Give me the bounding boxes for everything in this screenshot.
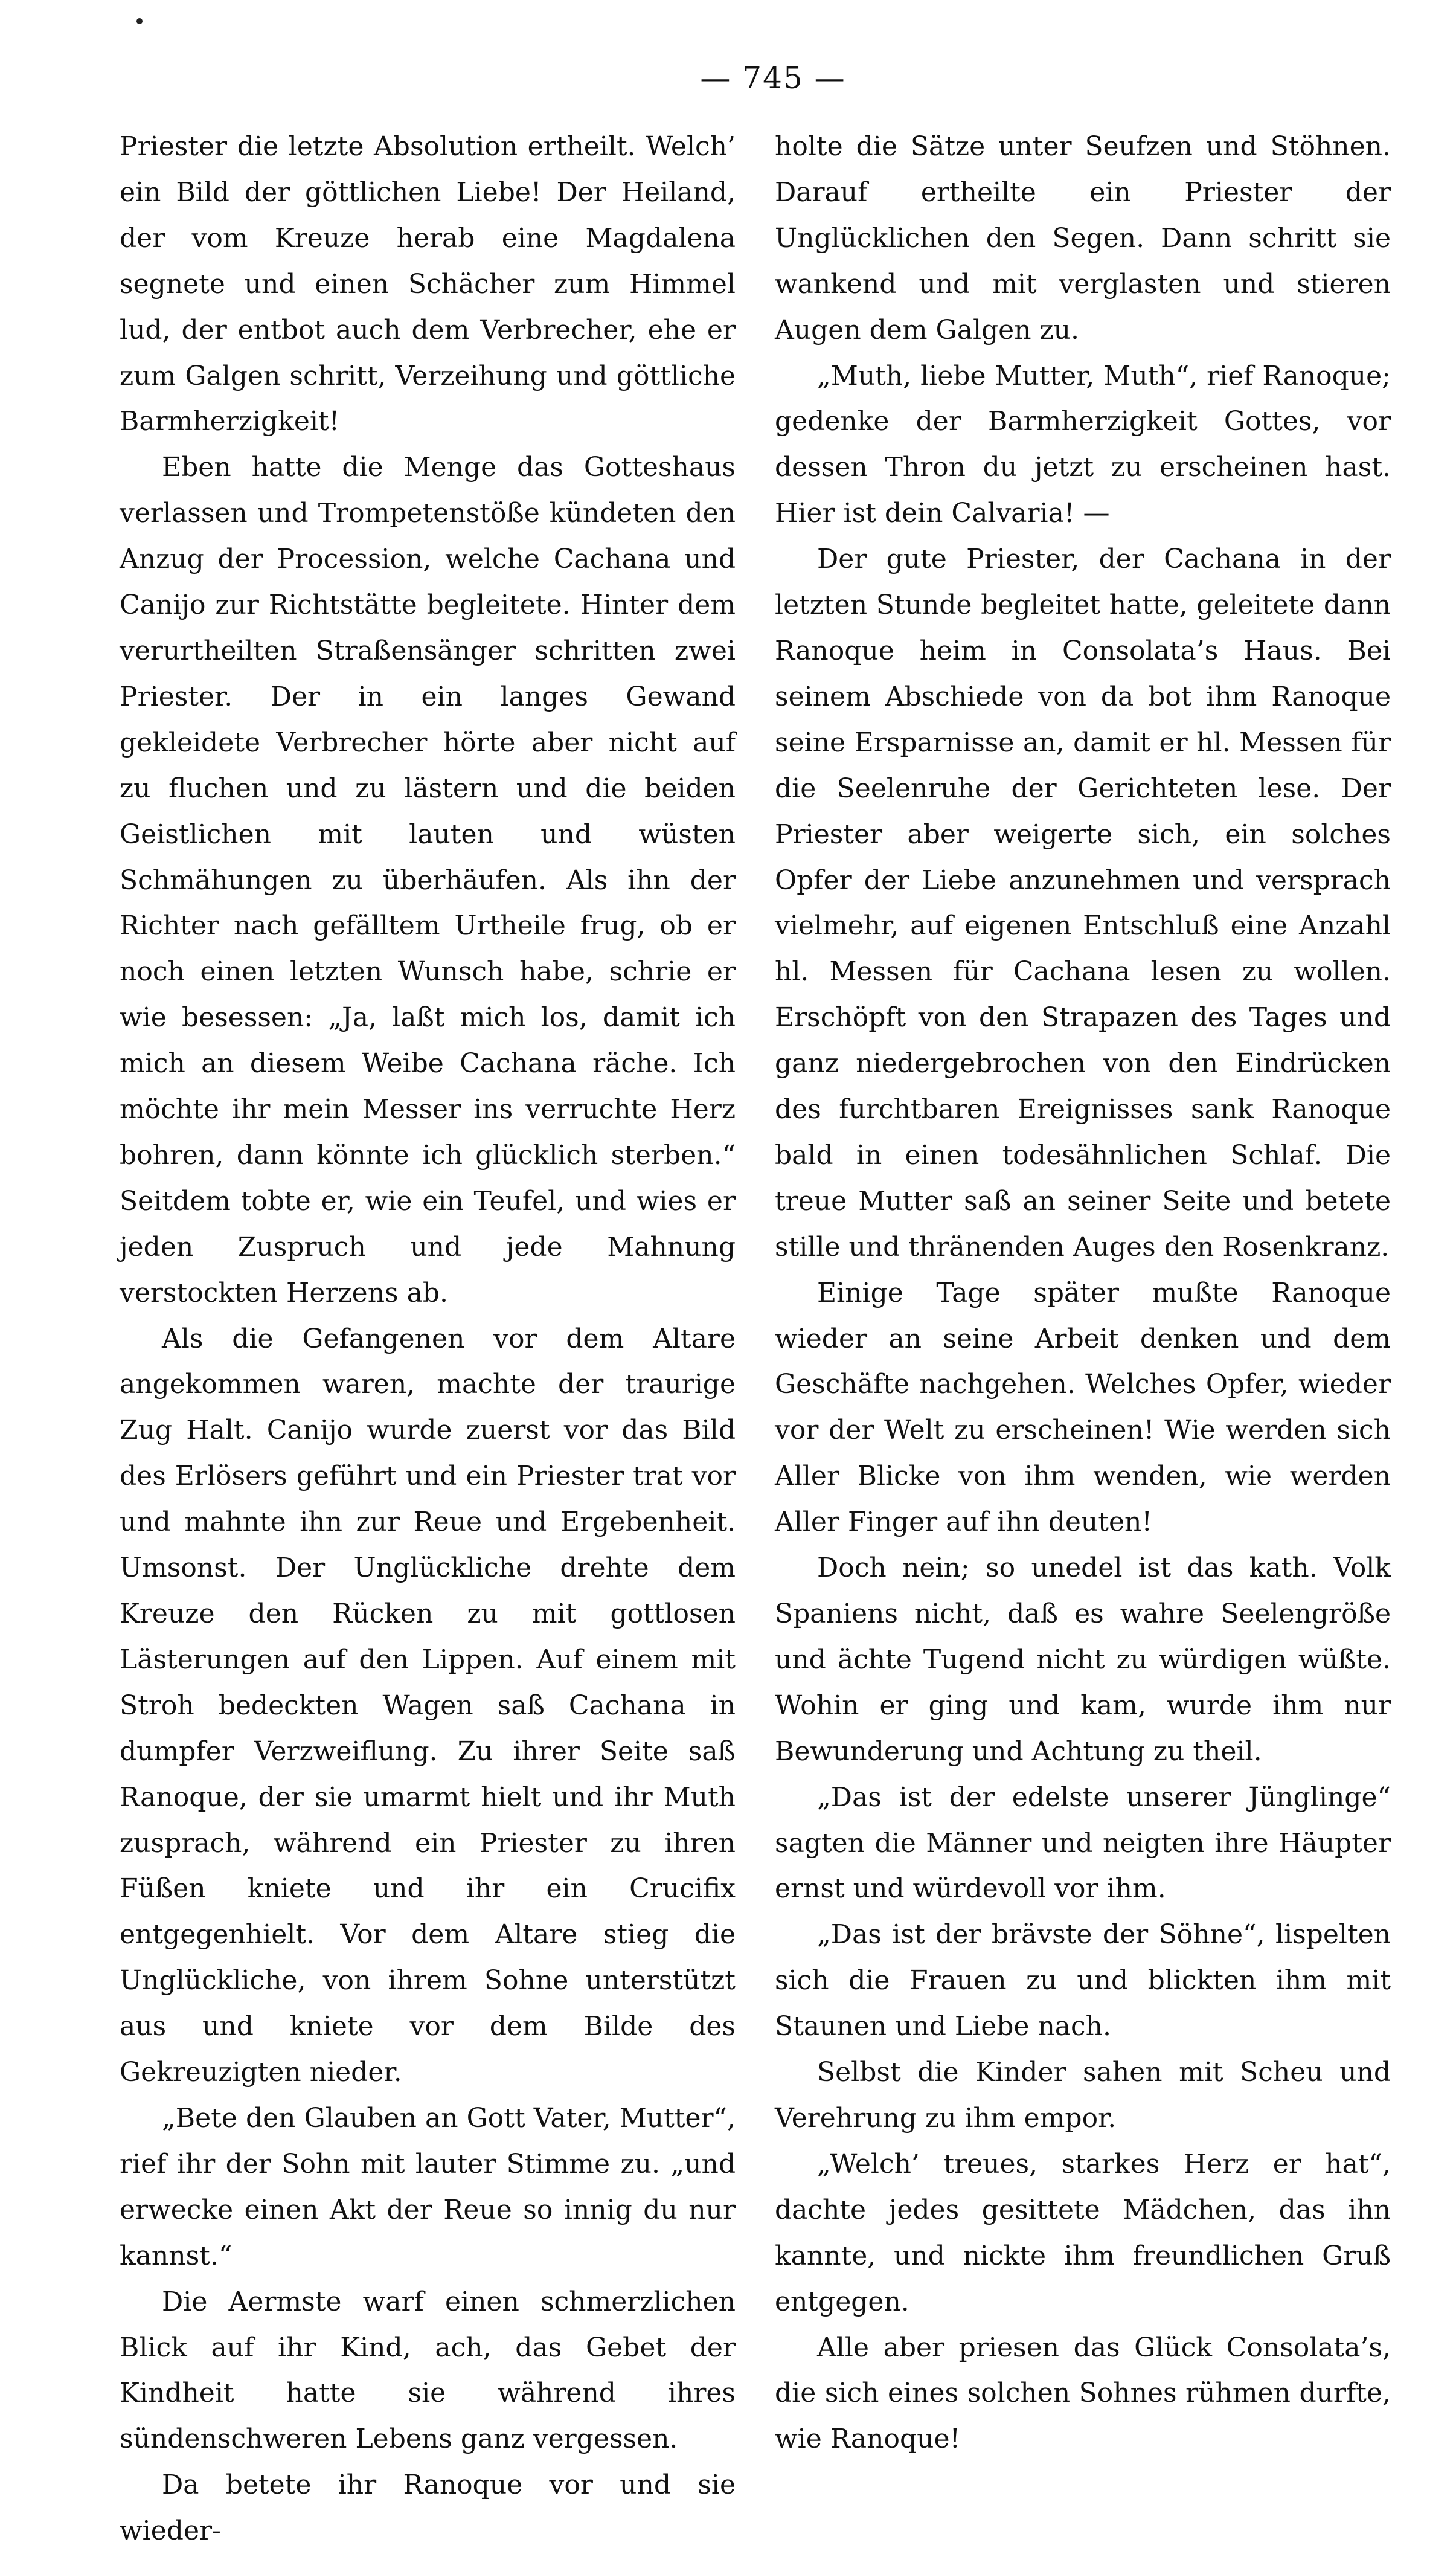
paragraph: Eben hatte die Menge das Gotteshaus verlassen und Trompetenstöße kündeten den Anzug der Procession, welche Cachana und Canijo zur Richtstätte begleitete. Hinter dem verurtheilten Straßensänger schritten zwei Priester. Der in ein langes Gewand gekleidete Verbrecher hörte aber nicht auf zu fluchen und zu lästern und die beiden Geistlichen mit lauten und wüsten Schmähungen zu überhäufen. Als ihn der Richter nach gefälltem Urtheile frug, ob er noch einen letzten Wunsch habe, schrie er wie besessen: „Ja, laßt mich los, damit ich mich an diesem Weibe Cachana räche. Ich möchte ihr mein Messer ins verruchte Herz bohren, dann könnte ich glücklich sterben.“ Seitdem tobte er, wie ein Teufel, und wies er jeden Zuspruch und jede Mahnung verstockten Herzens ab. xyxy=(120,452,736,1308)
paragraph: Als die Gefangenen vor dem Altare angekommen waren, machte der traurige Zug Halt. Canijo wurde zuerst vor das Bild des Erlösers geführt und ein Priester trat vor und mahnte ihn zur Reue und Ergebenheit. Umsonst. Der Unglückliche drehte dem Kreuze den Rücken zu mit gottlosen Lästerungen auf den Lippen. Auf einem mit Stroh bedeckten Wagen saß Cachana in dumpfer Verzweiflung. Zu ihrer Seite saß Ranoque, der sie umarmt hielt und ihr Muth zusprach, während ein Priester zu ihren Füßen kniete und ihr ein Crucifix entgegenhielt. Vor dem Altare stieg die Unglückliche, von ihrem Sohne unterstützt aus und kniete vor dem Bilde des Gekreuzigten nieder. xyxy=(120,1323,736,2088)
paragraph: „Bete den Glauben an Gott Vater, Mutter“, rief ihr der Sohn mit lauter Stimme zu. „und erwecke einen Akt der Reue so innig du nur kannst.“ xyxy=(120,2102,736,2271)
ink-dot xyxy=(136,18,143,24)
paragraph: „Welch’ treues, starkes Herz er hat“, dachte jedes gesittete Mädchen, das ihn kannte, und nickte ihm freundlichen Gruß entgegen. xyxy=(775,2148,1391,2317)
paragraph: Doch nein; so unedel ist das kath. Volk Spaniens nicht, daß es wahre Seelengröße und ächte Tugend nicht zu würdigen wüßte. Wohin er ging und kam, wurde ihm nur Bewunderung und Achtung zu theil. xyxy=(775,1552,1391,1767)
paragraph: Die Aermste warf einen schmerzlichen Blick auf ihr Kind, ach, das Gebet der Kindheit hatte sie während ihres sündenschweren Lebens ganz vergessen. xyxy=(120,2286,736,2455)
paragraph: Selbst die Kinder sahen mit Scheu und Verehrung zu ihm empor. xyxy=(775,2057,1391,2134)
paragraph: „Muth, liebe Mutter, Muth“, rief Ranoque; gedenke der Barmherzigkeit Gottes, vor dessen Thron du jetzt zu erscheinen hast. Hier ist dein Calvaria! — xyxy=(775,360,1391,529)
paragraph: „Das ist der brävste der Söhne“, lispelten sich die Frauen zu und blickten ihm mit Staunen und Liebe nach. xyxy=(775,1919,1391,2042)
right-column xyxy=(775,124,1391,2462)
paragraph: Der gute Priester, der Cachana in der letzten Stunde begleitet hatte, geleitete dann Ranoque heim in Consolata’s Haus. Bei seinem Abschiede von da bot ihm Ranoque seine Ersparnisse an, damit er hl. Messen für die Seelenruhe der Gerichteten lese. Der Priester aber weigerte sich, ein solches Opfer der Liebe anzunehmen und versprach vielmehr, auf eigenen Entschluß eine Anzahl hl. Messen für Cachana lesen zu wollen. Erschöpft von den Strapazen des Tages und ganz niedergebrochen von den Eindrücken des furchtbaren Ereignisses sank Ranoque bald in einen todesähnlichen Schlaf. Die treue Mutter saß an seiner Seite und betete stille und thränenden Auges den Rosenkranz. xyxy=(775,544,1391,1263)
paragraph: Alle aber priesen das Glück Consolata’s, die sich eines solchen Sohnes rühmen durfte, wie Ranoque! xyxy=(775,2332,1391,2455)
paragraph: Einige Tage später mußte Ranoque wieder an seine Arbeit denken und dem Geschäfte nachgehen. Welches Opfer, wieder vor der Welt zu erscheinen! Wie werden sich Aller Blicke von ihm wenden, wie werden Aller Finger auf ihn deuten! xyxy=(775,1277,1391,1538)
page-number: — 745 — xyxy=(700,60,846,95)
paragraph: Priester die letzte Absolution ertheilt. Welch’ ein Bild der göttlichen Liebe! Der Heiland, der vom Kreuze herab eine Magdalena segnete und einen Schächer zum Himmel lud, der entbot auch dem Verbrecher, ehe er zum Galgen schritt, Verzeihung und göttliche Barmherzigkeit! xyxy=(120,131,736,437)
left-column xyxy=(120,124,736,2554)
paragraph: Da betete ihr Ranoque vor und sie wieder- xyxy=(120,2469,736,2547)
paragraph: holte die Sätze unter Seufzen und Stöhnen. Darauf ertheilte ein Priester der Unglücklichen den Segen. Dann schritt sie wankend und mit verglasten und stieren Augen dem Galgen zu. xyxy=(775,131,1391,346)
paragraph: „Das ist der edelste unserer Jünglinge“ sagten die Männer und neigten ihre Häupter ernst und würdevoll vor ihm. xyxy=(775,1781,1391,1905)
